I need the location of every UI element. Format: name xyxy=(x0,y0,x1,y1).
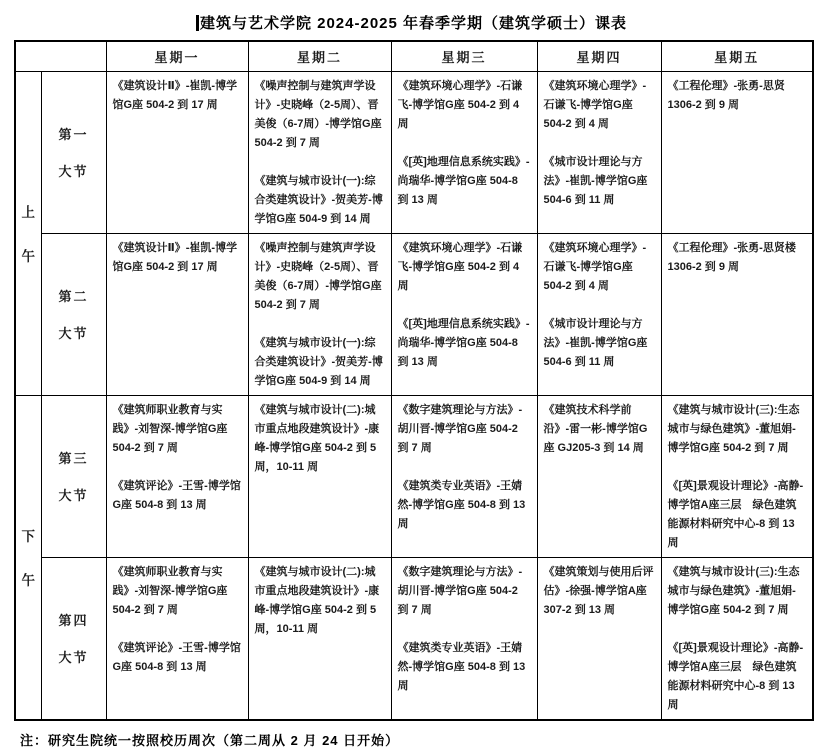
course-entry: 《建筑与城市设计(三):生态城市与绿色建筑》-董旭娟-博学馆G座 504-2 到 7 周 xyxy=(667,565,800,616)
course-cell-p3-friday xyxy=(661,395,813,557)
course-cell-p2-thursday xyxy=(537,233,661,395)
course-cell-p3-monday xyxy=(106,395,248,557)
course-cell-p1-monday xyxy=(106,71,248,233)
course-entry: 《工程伦理》-张勇-思贤 1306-2 到 9 周 xyxy=(667,79,785,111)
course-cell-p3-thursday xyxy=(537,395,661,557)
period-1-label xyxy=(41,71,106,233)
day-header-friday: 星期五 xyxy=(661,41,813,71)
day-header-tuesday: 星期二 xyxy=(248,41,391,71)
page-title xyxy=(0,12,823,33)
course-cell-p4-friday xyxy=(661,557,813,720)
section-label-morning xyxy=(15,71,41,395)
day-header-monday: 星期一 xyxy=(106,41,248,71)
course-entry: 《建筑评论》-王雪-博学馆G座 504-8 到 13 周 xyxy=(112,479,241,511)
period-3-label xyxy=(41,395,106,557)
course-entry: 《建筑技术科学前沿》-雷一彬-博学馆G座 GJ205-3 到 14 周 xyxy=(543,403,648,454)
course-cell-p1-thursday xyxy=(537,71,661,233)
period-3-row xyxy=(15,395,813,557)
footnote: 注：研究生院统一按照校历周次（第二周从 2 月 24 日开始） xyxy=(20,732,400,748)
period-2-label-line-2: 大节 xyxy=(58,326,89,341)
course-entry: 《数字建筑理论与方法》-胡川晋-博学馆G座 504-2 到 7 周 xyxy=(397,565,523,616)
course-entry: 《建筑环境心理学》-石谦飞-博学馆G座 504-2 到 4 周 xyxy=(543,79,647,130)
course-entry: 《建筑环境心理学》-石谦飞-博学馆G座 504-2 到 4 周 xyxy=(543,241,647,292)
course-cell-p1-wednesday xyxy=(391,71,537,233)
day-header-wednesday: 星期三 xyxy=(391,41,537,71)
course-entry: 《建筑评论》-王雪-博学馆G座 504-8 到 13 周 xyxy=(112,641,241,673)
course-cell-p4-monday xyxy=(106,557,248,720)
course-entry: 《建筑师职业教育与实践》-刘智深-博学馆G座 504-2 到 7 周 xyxy=(112,565,228,616)
course-cell-p4-thursday xyxy=(537,557,661,720)
course-entry: 《噪声控制与建筑声学设计》-史晓峰（2-5周）、晋美俊（6-7周）-博学馆G座 504-2 到 7 周 xyxy=(254,241,382,311)
period-1-label-line-1: 第一 xyxy=(58,127,89,142)
course-entry: 《建筑与城市设计(二):城市重点地段建筑设计》-康峰-博学馆G座 504-2 到 5 周，10-11 周 xyxy=(254,565,380,635)
course-entry: 《建筑与城市设计(一):综合类建筑设计》-贺美芳-博学馆G座 504-9 到 14 周 xyxy=(254,336,383,387)
page-title-text: 建筑与艺术学院 2024-2025 年春季学期（建筑学硕士）课表 xyxy=(199,15,628,32)
course-entry: 《建筑与城市设计(二):城市重点地段建筑设计》-康峰-博学馆G座 504-2 到 5 周，10-11 周 xyxy=(254,403,380,473)
course-entry: 《[英]地理信息系统实践》-尚瑞华-博学馆G座 504-8 到 13 周 xyxy=(397,155,530,206)
period-2-label-line-1: 第二 xyxy=(58,289,89,304)
course-cell-p2-monday xyxy=(106,233,248,395)
course-cell-p2-wednesday xyxy=(391,233,537,395)
text-cursor xyxy=(196,15,199,31)
corner-cell xyxy=(15,41,106,71)
period-1-label-line-2: 大节 xyxy=(58,164,89,179)
course-cell-p4-tuesday xyxy=(248,557,391,720)
course-entry: 《城市设计理论与方法》-崔凯-博学馆G座 504-6 到 11 周 xyxy=(543,317,648,368)
period-4-label-line-1: 第四 xyxy=(58,613,89,628)
course-entry: 《建筑类专业英语》-王婧然-博学馆G座 504-8 到 13 周 xyxy=(397,479,526,530)
period-3-label-line-2: 大节 xyxy=(58,488,89,503)
section-morning-char-2: 午 xyxy=(21,249,35,264)
course-entry: 《建筑类专业英语》-王婧然-博学馆G座 504-8 到 13 周 xyxy=(397,641,526,692)
timetable xyxy=(14,40,814,721)
section-label-afternoon xyxy=(15,395,41,720)
course-entry: 《建筑环境心理学》-石谦飞-博学馆G座 504-2 到 4 周 xyxy=(397,79,523,130)
section-afternoon-char-1: 下 xyxy=(21,529,35,544)
section-morning-char-1: 上 xyxy=(21,205,35,220)
course-entry: 《[英]景观设计理论》-高静-博学馆A座三层 绿色建筑能源材料研究中心-8 到 13 周 xyxy=(667,479,804,549)
period-2-row xyxy=(15,233,813,395)
course-entry: 《噪声控制与建筑声学设计》-史晓峰（2-5周）、晋美俊（6-7周）-博学馆G座 504-2 到 7 周 xyxy=(254,79,382,149)
day-header-thursday: 星期四 xyxy=(537,41,661,71)
course-cell-p3-wednesday xyxy=(391,395,537,557)
period-4-label xyxy=(41,557,106,720)
day-header-row xyxy=(15,41,813,71)
course-entry: 《建筑设计Ⅱ》-崔凯-博学馆G座 504-2 到 17 周 xyxy=(112,79,238,111)
section-afternoon-char-2: 午 xyxy=(21,573,35,588)
course-entry: 《建筑策划与使用后评估》-徐强-博学馆A座 307-2 到 13 周 xyxy=(543,565,654,616)
course-entry: 《[英]地理信息系统实践》-尚瑞华-博学馆G座 504-8 到 13 周 xyxy=(397,317,530,368)
course-entry: 《建筑师职业教育与实践》-刘智深-博学馆G座 504-2 到 7 周 xyxy=(112,403,228,454)
course-cell-p2-friday xyxy=(661,233,813,395)
course-cell-p1-friday xyxy=(661,71,813,233)
course-entry: 《数字建筑理论与方法》-胡川晋-博学馆G座 504-2 到 7 周 xyxy=(397,403,523,454)
course-entry: 《建筑与城市设计(三):生态城市与绿色建筑》-董旭娟-博学馆G座 504-2 到 7 周 xyxy=(667,403,800,454)
course-entry: 《建筑环境心理学》-石谦飞-博学馆G座 504-2 到 4 周 xyxy=(397,241,523,292)
course-entry: 《建筑与城市设计(一):综合类建筑设计》-贺美芳-博学馆G座 504-9 到 14 周 xyxy=(254,174,383,225)
course-cell-p2-tuesday xyxy=(248,233,391,395)
course-entry: 《建筑设计Ⅱ》-崔凯-博学馆G座 504-2 到 17 周 xyxy=(112,241,238,273)
period-4-label-line-2: 大节 xyxy=(58,650,89,665)
course-cell-p3-tuesday xyxy=(248,395,391,557)
period-1-row xyxy=(15,71,813,233)
course-cell-p4-wednesday xyxy=(391,557,537,720)
course-cell-p1-tuesday xyxy=(248,71,391,233)
period-2-label xyxy=(41,233,106,395)
course-entry: 《工程伦理》-张勇-思贤楼 1306-2 到 9 周 xyxy=(667,241,796,273)
period-3-label-line-1: 第三 xyxy=(58,451,89,466)
course-entry: 《城市设计理论与方法》-崔凯-博学馆G座 504-6 到 11 周 xyxy=(543,155,648,206)
course-entry: 《[英]景观设计理论》-高静-博学馆A座三层 绿色建筑能源材料研究中心-8 到 13 周 xyxy=(667,641,804,711)
period-4-row xyxy=(15,557,813,720)
